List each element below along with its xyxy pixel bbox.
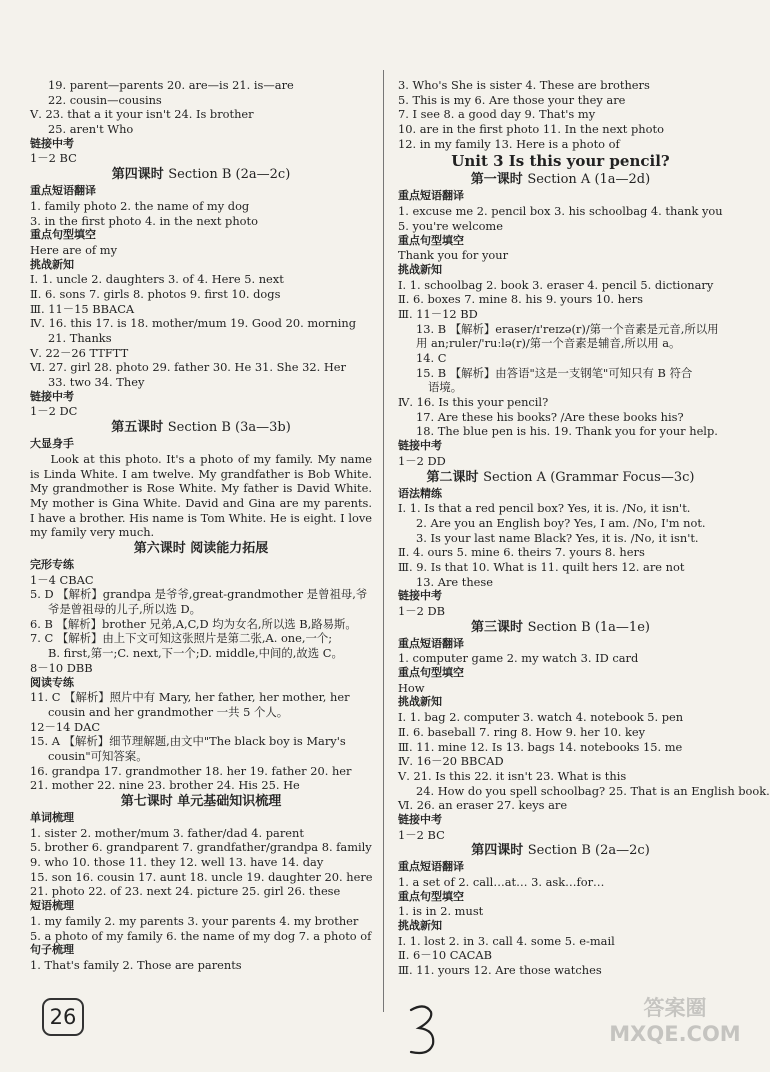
answer-line: Ⅴ. 21. Is this 22. it isn't 23. What is this bbox=[398, 768, 627, 783]
lesson-heading bbox=[398, 619, 723, 637]
answer-line: Ⅳ. 16. this 17. is 18. mother/mum 19. Good 20. morning bbox=[30, 316, 357, 331]
answer-line: Ⅰ. 1. Is that a red pencil box? Yes, it is. /No, it isn't. bbox=[398, 501, 691, 516]
answer-line: 21. mother 22. nine 23. brother 24. His 25. He bbox=[30, 778, 300, 793]
section-heading: 重点句型填空 bbox=[398, 889, 464, 903]
answer-line: Ⅵ. 26. an eraser 27. keys are bbox=[398, 798, 568, 813]
passage-paragraph: Look at this photo. It's a photo of my family. My name is Linda White. I am twelve. My grandfather is Bob White. My grandmother is Rose White. My father is David White. My mother is Gina White. David and Gina are my parents. I have a brother. His name is Tom White. He is eight. I love my family very much. bbox=[30, 451, 372, 540]
column-divider bbox=[383, 70, 384, 1012]
section-heading: 链接中考 bbox=[398, 439, 442, 453]
answer-line: 1－2 BC bbox=[398, 827, 445, 842]
answer-line: 6. B 【解析】brother 兄弟,A,C,D 均为女名,所以选 B,路易斯。 bbox=[30, 616, 357, 631]
answer-line: Ⅲ. 11－12 BD bbox=[398, 306, 478, 321]
section-heading: 链接中考 bbox=[30, 136, 74, 150]
answer-line: 15. son 16. cousin 17. aunt 18. uncle 19. daughter 20. here bbox=[30, 869, 373, 884]
lesson-title: 第七课时 单元基础知识梳理 bbox=[120, 794, 282, 810]
answer-line: Ⅱ. 6. boxes 7. mine 8. his 9. yours 10. hers bbox=[398, 292, 643, 307]
answer-line: 语境。 bbox=[428, 380, 463, 395]
section-heading: 链接中考 bbox=[30, 389, 74, 403]
answer-line: 14. C bbox=[416, 351, 447, 365]
answer-line: 1. computer game 2. my watch 3. ID card bbox=[398, 651, 639, 666]
answer-line: 12－14 DAC bbox=[30, 719, 101, 734]
lesson-title: 第三课时 bbox=[471, 619, 524, 635]
watermark-logo bbox=[600, 995, 750, 1070]
section-heading: 语法精练 bbox=[398, 486, 442, 500]
answer-line: Ⅲ. 9. Is that 10. What is 11. quilt hers 12. are not bbox=[398, 559, 685, 574]
lesson-section: Section B (2a—2c) bbox=[168, 167, 291, 183]
lesson-section: Section A (1a—2d) bbox=[527, 172, 651, 188]
section-heading: 挑战新知 bbox=[398, 262, 442, 276]
unit-title: Unit 3 Is this your pencil? bbox=[451, 152, 670, 171]
lesson-section: Section B (1a—1e) bbox=[527, 619, 650, 635]
answer-line: Ⅰ. 1. bag 2. computer 3. watch 4. notebook 5. pen bbox=[398, 710, 684, 725]
answer-line: 1－2 DC bbox=[30, 404, 78, 419]
lesson-heading bbox=[30, 793, 372, 811]
answer-line: 16. grandpa 17. grandmother 18. her 19. father 20. her bbox=[30, 763, 352, 778]
section-heading: 阅读专练 bbox=[30, 675, 74, 689]
answer-line: 5. brother 6. grandparent 7. grandfather/grandpa 8. family bbox=[30, 840, 372, 855]
answer-line: 10. are in the first photo 11. In the next photo bbox=[398, 122, 664, 137]
lesson-section: Section A (Grammar Focus—3c) bbox=[483, 469, 695, 485]
section-heading: 重点短语翻译 bbox=[398, 636, 464, 650]
answer-line: Ⅳ. 16－20 BBCAD bbox=[398, 754, 504, 769]
answer-line: Ⅳ. 16. Is this your pencil? bbox=[398, 395, 549, 410]
answer-line: 19. parent—parents 20. are—is 21. is—are bbox=[48, 78, 294, 92]
lesson-section: Section B (2a—2c) bbox=[527, 843, 650, 859]
lesson-heading bbox=[398, 842, 723, 860]
answer-line: Thank you for your bbox=[398, 248, 509, 263]
lesson-heading bbox=[398, 171, 723, 189]
answer-line: 22. cousin—cousins bbox=[48, 92, 162, 107]
answer-line: 21. Thanks bbox=[48, 331, 112, 345]
lesson-title: 第六课时 阅读能力拓展 bbox=[133, 541, 269, 557]
answer-line: 1－4 CBAC bbox=[30, 572, 94, 587]
answer-line: 5. D 【解析】grandpa 是爷爷,great-grandmother 是曾祖母,爷 bbox=[30, 587, 368, 602]
answer-line: 1. my family 2. my parents 3. your parents 4. my brother bbox=[30, 913, 359, 928]
answer-line: Here are of my bbox=[30, 242, 118, 257]
answer-line: 5. This is my 6. Are those your they are bbox=[398, 92, 626, 107]
answer-line: B. first,第一;C. next,下一个;D. middle,中间的,故选 C。 bbox=[48, 646, 343, 661]
section-heading: 重点句型填空 bbox=[398, 233, 464, 247]
answer-line: 爷是曾祖母的儿子,所以选 D。 bbox=[48, 602, 202, 617]
answer-line: 1. excuse me 2. pencil box 3. his schoolbag 4. thank you bbox=[398, 204, 723, 219]
answer-line: Ⅱ. 6. sons 7. girls 8. photos 9. first 10. dogs bbox=[30, 286, 281, 301]
section-heading: 完形专练 bbox=[30, 558, 74, 572]
handwritten-mark bbox=[403, 1000, 443, 1060]
answer-line: 3. Who's She is sister 4. These are brothers bbox=[398, 78, 650, 92]
answer-line: 7. I see 8. a good day 9. That's my bbox=[398, 107, 596, 122]
answer-line: 2. Are you an English boy? Yes, I am. /No, I'm not. bbox=[416, 515, 706, 530]
answer-line: Ⅲ. 11. mine 12. Is 13. bags 14. notebooks 15. me bbox=[398, 739, 683, 754]
answer-line: 用 an;ruler/'ruːlə(r)/第一个音素是辅音,所以用 a。 bbox=[416, 336, 681, 351]
section-heading: 重点短语翻译 bbox=[398, 860, 464, 874]
answer-line: 1－2 BC bbox=[30, 151, 77, 166]
answer-line: 18. The blue pen is his. 19. Thank you for your help. bbox=[416, 424, 718, 439]
answer-line: 3. in the first photo 4. in the next photo bbox=[30, 213, 258, 228]
page-number: 26 bbox=[42, 998, 84, 1036]
answer-line: 12. in my family 13. Here is a photo of bbox=[398, 136, 620, 151]
lesson-heading bbox=[398, 469, 723, 487]
right-column bbox=[398, 78, 770, 978]
lesson-title: 第四课时 bbox=[111, 167, 164, 183]
answer-line: Ⅴ. 23. that a it your isn't 24. Is brother bbox=[30, 107, 254, 122]
answer-line: 5. you're welcome bbox=[398, 218, 503, 233]
answer-line: Ⅱ. 4. ours 5. mine 6. theirs 7. yours 8. hers bbox=[398, 545, 645, 560]
watermark-line1: 答案圈 bbox=[643, 996, 707, 1020]
answer-line: 7. C 【解析】由上下文可知这张照片是第二张,A. one,一个; bbox=[30, 631, 333, 646]
answer-line: 13. B 【解析】eraser/ɪ'reɪzə(r)/第一个音素是元音,所以用 bbox=[416, 321, 719, 336]
answer-line: 9. who 10. those 11. they 12. well 13. have 14. day bbox=[30, 855, 324, 870]
section-heading: 重点句型填空 bbox=[30, 228, 96, 242]
section-heading: 句子梳理 bbox=[30, 943, 74, 957]
lesson-title: 第四课时 bbox=[471, 843, 524, 859]
lesson-section: Section B (3a—3b) bbox=[167, 420, 291, 436]
answer-line: 8－10 DBB bbox=[30, 660, 93, 675]
answer-line: 25. aren't Who bbox=[48, 122, 134, 137]
lesson-heading bbox=[30, 540, 372, 558]
section-heading: 挑战新知 bbox=[398, 695, 442, 709]
answer-line: 1. is in 2. must bbox=[398, 904, 484, 919]
section-heading: 单词梳理 bbox=[30, 811, 74, 825]
section-heading: 链接中考 bbox=[398, 589, 442, 603]
answer-line: Ⅱ. 6－10 CACAB bbox=[398, 948, 492, 963]
section-heading: 重点短语翻译 bbox=[398, 189, 464, 203]
section-heading: 挑战新知 bbox=[398, 919, 442, 933]
section-heading: 链接中考 bbox=[398, 812, 442, 826]
watermark-line2: MXQE.COM bbox=[609, 1022, 741, 1046]
answer-line: Ⅵ. 27. girl 28. photo 29. father 30. He 31. She 32. Her bbox=[30, 360, 346, 375]
lesson-title: 第五课时 bbox=[111, 420, 164, 436]
lesson-title: 第二课时 bbox=[426, 469, 479, 485]
section-heading: 短语梳理 bbox=[30, 899, 74, 913]
answer-line: 17. Are these his books? /Are these books his? bbox=[416, 409, 684, 424]
section-heading: 重点短语翻译 bbox=[30, 184, 96, 198]
answer-line: 1. sister 2. mother/mum 3. father/dad 4. parent bbox=[30, 825, 304, 840]
answer-line: 5. a photo of my family 6. the name of my dog 7. a photo of bbox=[30, 928, 372, 943]
answer-line: Ⅲ. 11. yours 12. Are those watches bbox=[398, 963, 602, 978]
lesson-heading bbox=[30, 419, 372, 437]
section-heading: 重点句型填空 bbox=[398, 666, 464, 680]
answer-line: 1－2 DD bbox=[398, 453, 446, 468]
answer-line: Ⅲ. 11－15 BBACA bbox=[30, 301, 135, 316]
answer-line: 3. Is your last name Black? Yes, it is. /No, it isn't. bbox=[416, 530, 699, 545]
answer-line: cousin and her grandmother 一共 5 个人。 bbox=[48, 704, 289, 719]
answer-line: 33. two 34. They bbox=[48, 375, 145, 390]
answer-line: 1－2 DB bbox=[398, 604, 446, 618]
section-heading: 大显身手 bbox=[30, 437, 74, 451]
lesson-heading bbox=[30, 166, 372, 184]
answer-line: 24. How do you spell schoolbag? 25. That is an English book. bbox=[416, 783, 770, 798]
answer-line: cousin"可知答案。 bbox=[48, 748, 148, 763]
answer-line: Ⅰ. 1. lost 2. in 3. call 4. some 5. e-mail bbox=[398, 933, 615, 948]
answer-line: 13. Are these bbox=[416, 574, 494, 589]
answer-line: Ⅱ. 6. baseball 7. ring 8. How 9. her 10. key bbox=[398, 724, 646, 739]
section-heading: 挑战新知 bbox=[30, 257, 74, 271]
answer-line: 15. B 【解析】由答语"这是一支钢笔"可知只有 B 符合 bbox=[416, 365, 693, 380]
left-column bbox=[30, 78, 372, 973]
answer-line: 1. That's family 2. Those are parents bbox=[30, 957, 242, 972]
answer-line: 1. a set of 2. call…at… 3. ask…for… bbox=[398, 875, 605, 889]
answer-line: How bbox=[398, 680, 425, 695]
answer-line: 21. photo 22. of 23. next 24. picture 25. girl 26. these bbox=[30, 884, 341, 899]
answer-line: 11. C 【解析】照片中有 Mary, her father, her mother, her bbox=[30, 690, 350, 705]
answer-line: 1. family photo 2. the name of my dog bbox=[30, 198, 250, 213]
answer-line: Ⅰ. 1. schoolbag 2. book 3. eraser 4. pencil 5. dictionary bbox=[398, 277, 714, 292]
answer-line: Ⅴ. 22－26 TTFTT bbox=[30, 345, 129, 360]
answer-line: Ⅰ. 1. uncle 2. daughters 3. of 4. Here 5. next bbox=[30, 272, 284, 287]
answer-line: 15. A 【解析】细节理解题,由文中"The black boy is Mary's bbox=[30, 734, 346, 749]
lesson-title: 第一课时 bbox=[470, 172, 523, 188]
